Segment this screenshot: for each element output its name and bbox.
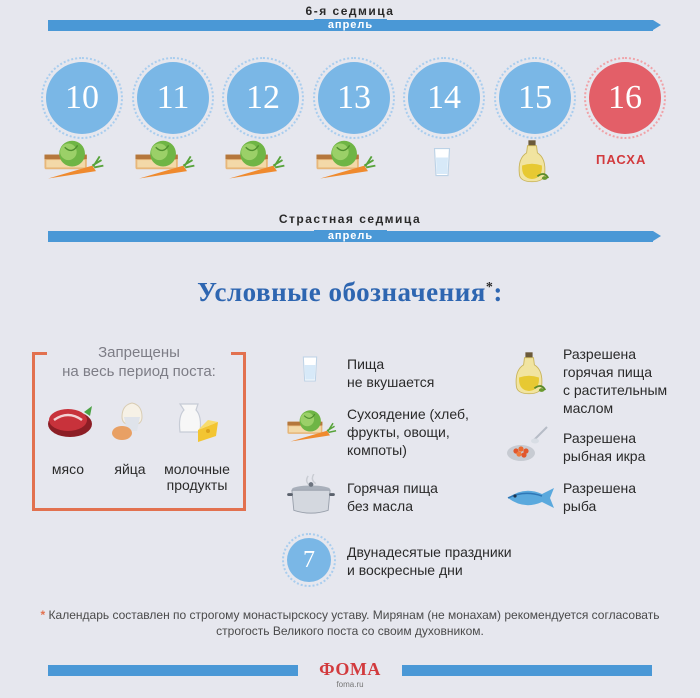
legend-text: Сухоядение (хлеб, фрукты, овощи, компоты) <box>347 406 469 458</box>
eggs-icon <box>110 399 150 443</box>
day-circle <box>318 62 390 134</box>
pot-icon <box>287 474 335 516</box>
day-circle <box>137 62 209 134</box>
day-number: 12 <box>246 79 280 116</box>
caviar-icon <box>505 425 551 465</box>
footnote-mark: * <box>485 280 494 295</box>
footer-line <box>48 665 298 676</box>
forbidden-label: мясо <box>51 461 85 477</box>
water-glass-icon <box>433 146 451 178</box>
day-number: 10 <box>65 79 99 116</box>
day-number: 14 <box>427 79 461 116</box>
fish-icon <box>506 486 556 510</box>
month-label: апрель <box>314 19 387 31</box>
day-number: 16 <box>608 79 642 116</box>
oil-bottle-icon <box>511 350 547 396</box>
month-label: апрель <box>314 230 387 242</box>
day-number: 7 <box>303 546 315 573</box>
legend-title-colon: : <box>493 277 503 307</box>
legend-text: Разрешена рыбная икра <box>563 430 646 464</box>
legend-text: Разрешена рыба <box>563 480 637 514</box>
legend-text: Двунадесятые праздники и воскресные дни <box>347 544 512 578</box>
forbidden-label: яйца <box>114 461 146 477</box>
day-circle <box>46 62 118 134</box>
oil-bottle-icon <box>514 138 550 184</box>
dry-eating-icon <box>283 408 339 446</box>
forbidden-title: Запрещены на весь период поста: <box>62 344 216 380</box>
week-title: Страстная седмица <box>278 212 422 226</box>
footnote-text: Календарь составлен по строгому монастырскосу уставу. Мирянам (не монахам) рекомендуется согласовать строгость Великого поста со своим духовником. <box>48 608 660 638</box>
meat-icon <box>46 400 96 440</box>
water-glass-icon <box>302 353 318 385</box>
day-circle <box>408 62 480 134</box>
dry-eating-icon <box>40 138 106 184</box>
legend-text: Горячая пища без масла <box>347 480 438 514</box>
legend-text: Разрешена горячая пища с растительным маслом <box>563 346 668 416</box>
month-ribbon <box>48 20 653 31</box>
brand-logo: ФОМА <box>319 659 381 679</box>
dry-eating-icon <box>312 138 378 184</box>
footnote <box>40 607 660 639</box>
day-circle <box>499 62 571 134</box>
legend-title <box>0 277 700 308</box>
footnote-mark: * <box>40 608 46 622</box>
month-ribbon <box>48 231 653 242</box>
brand-url: foma.ru <box>336 680 364 689</box>
day-number: 15 <box>518 79 552 116</box>
forbidden-label: молочные продукты <box>164 461 230 493</box>
day-circle-icon <box>287 538 331 582</box>
dairy-icon <box>174 400 220 444</box>
footer-line <box>402 665 652 676</box>
week-title: 6-я седмица <box>305 4 395 18</box>
day-number: 11 <box>156 79 190 116</box>
legend-title-text: Условные обозначения <box>197 277 486 307</box>
dry-eating-icon <box>131 138 197 184</box>
day-circle <box>227 62 299 134</box>
day-circle-pascha <box>589 62 661 134</box>
dry-eating-icon <box>221 138 287 184</box>
legend-text: Пища не вкушается <box>347 356 435 390</box>
pascha-label: ПАСХА <box>596 152 647 167</box>
day-number: 13 <box>337 79 371 116</box>
